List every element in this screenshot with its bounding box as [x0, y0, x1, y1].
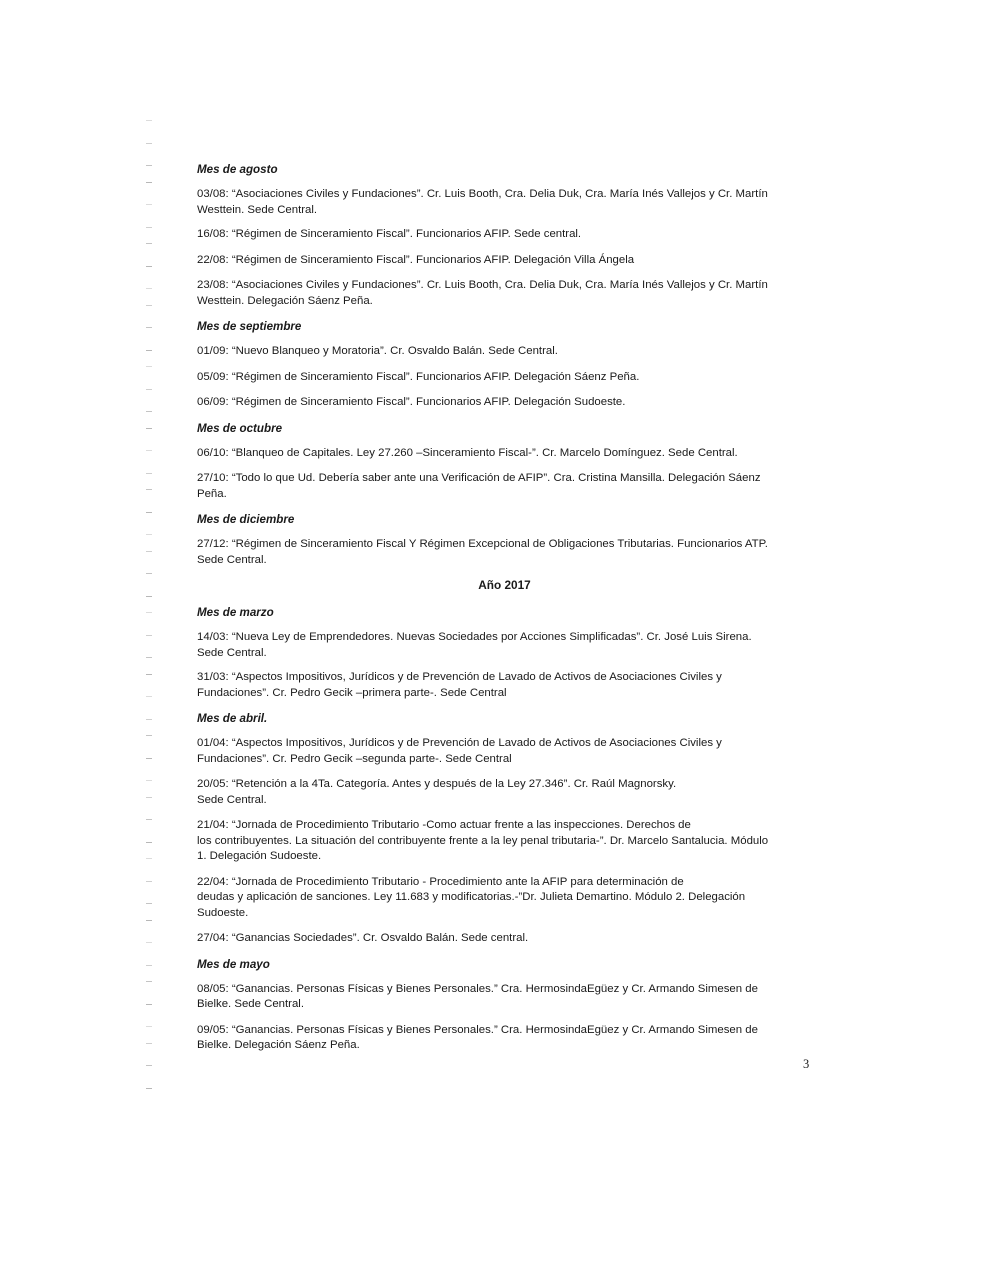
margin-tick	[146, 758, 152, 759]
margin-tick	[146, 288, 152, 289]
margin-tick	[146, 428, 152, 429]
entry: 01/09: “Nuevo Blanqueo y Moratoria”. Cr. Osvaldo Balán. Sede Central.	[197, 345, 558, 357]
entry: 23/08: “Asociaciones Civiles y Fundaciones”. Cr. Luis Booth, Cra. Delia Duk, Cra. María Inés Vallejos y Cr. Martín Westtein. Delegación Sáenz Peña.	[197, 279, 768, 307]
entry: 14/03: “Nueva Ley de Emprendedores. Nuevas Sociedades por Acciones Simplificadas”. Cr. José Luis Sirena. Sede Central.	[197, 631, 752, 659]
margin-tick	[146, 1065, 152, 1066]
entry: 27/12: “Régimen de Sinceramiento Fiscal Y Régimen Excepcional de Obligaciones Tributarias. Funcionarios ATP. Sede Central.	[197, 538, 768, 566]
margin-tick	[146, 182, 152, 183]
margin-tick	[146, 389, 152, 390]
entry: 06/09: “Régimen de Sinceramiento Fiscal”. Funcionarios AFIP. Delegación Sudoeste.	[197, 396, 626, 408]
section-septiembre	[197, 319, 812, 411]
margin-tick	[146, 965, 152, 966]
margin-tick	[146, 1004, 152, 1005]
margin-tick	[146, 903, 152, 904]
entry: 22/04: “Jornada de Procedimiento Tributario - Procedimiento ante la AFIP para determinación de deudas y aplicación de sanciones. Ley 11.683 y modificatorias.-”Dr. Julieta Demartino. Módulo 2. Delegación Sudoeste.	[197, 875, 746, 919]
entry: 03/08: “Asociaciones Civiles y Fundaciones”. Cr. Luis Booth, Cra. Delia Duk, Cra. María Inés Vallejos y Cr. Martín Westtein. Sede Central.	[197, 188, 768, 216]
margin-tick	[146, 1026, 152, 1027]
margin-tick	[146, 473, 152, 474]
month-heading: Mes de marzo	[197, 606, 274, 619]
margin-tick	[146, 819, 152, 820]
entry: 21/04: “Jornada de Procedimiento Tributario -Como actuar frente a las inspecciones. Derechos de los contribuyentes. La situación del contribuyente frente a la ley penal tributaria-”. Dr. Marcelo Santalucia. Módulo 1. Delegación Sudoeste.	[197, 819, 769, 862]
month-heading: Mes de mayo	[197, 957, 270, 971]
margin-tick	[146, 942, 152, 943]
document-page	[197, 162, 812, 1054]
margin-tick	[146, 512, 152, 513]
margin-tick	[146, 204, 152, 205]
margin-tick	[146, 227, 152, 228]
margin-tick	[146, 1088, 152, 1089]
entry: 22/08: “Régimen de Sinceramiento Fiscal”. Funcionarios AFIP. Delegación Villa Ángela	[197, 253, 635, 266]
margin-tick	[146, 551, 152, 552]
entry: 27/04: “Ganancias Sociedades”. Cr. Osvaldo Balán. Sede central.	[197, 932, 529, 944]
margin-tick	[146, 534, 152, 535]
margin-tick	[146, 881, 152, 882]
entry: 05/09: “Régimen de Sinceramiento Fiscal”. Funcionarios AFIP. Delegación Sáenz Peña.	[197, 370, 640, 383]
section-mayo	[197, 957, 812, 1054]
page-number: 3	[803, 1057, 810, 1071]
margin-tick	[146, 981, 152, 982]
entry: 27/10: “Todo lo que Ud. Debería saber ante una Verificación de AFIP”. Cra. Cristina Mansilla. Delegación Sáenz Peña.	[197, 472, 761, 500]
margin-tick	[146, 266, 152, 267]
binding-margin-marks	[144, 120, 156, 1130]
margin-tick	[146, 243, 152, 244]
margin-tick	[146, 143, 152, 144]
margin-tick	[146, 696, 152, 697]
margin-tick	[146, 1043, 152, 1044]
margin-tick	[146, 305, 152, 306]
month-heading: Mes de septiembre	[197, 320, 302, 333]
entry: 09/05: “Ganancias. Personas Físicas y Bienes Personales.” Cra. HermosindaEgüez y Cr. Armando Simesen de Bielke. Delegación Sáenz Peña.	[197, 1023, 758, 1051]
margin-tick	[146, 780, 152, 781]
section-marzo	[197, 605, 812, 701]
margin-tick	[146, 635, 152, 636]
section-octubre	[197, 421, 812, 503]
month-heading: Mes de abril.	[197, 712, 268, 725]
margin-tick	[146, 120, 152, 121]
margin-tick	[146, 366, 152, 367]
margin-tick	[146, 411, 152, 412]
section-abril	[197, 711, 812, 947]
margin-tick	[146, 719, 152, 720]
margin-tick	[146, 657, 152, 658]
margin-tick	[146, 573, 152, 574]
month-heading: Mes de agosto	[197, 163, 278, 176]
entry: 16/08: “Régimen de Sinceramiento Fiscal”. Funcionarios AFIP. Sede central.	[197, 228, 582, 240]
entry: 06/10: “Blanqueo de Capitales. Ley 27.260 –Sinceramiento Fiscal-”. Cr. Marcelo Domínguez. Sede Central.	[197, 446, 738, 459]
margin-tick	[146, 450, 152, 451]
entry: 31/03: “Aspectos Impositivos, Jurídicos y de Prevención de Lavado de Activos de Asociaciones Civiles y Fundaciones”. Cr. Pedro Gecik –primera parte-. Sede Central	[197, 671, 722, 699]
margin-tick	[146, 165, 152, 166]
section-agosto	[197, 162, 812, 309]
margin-tick	[146, 920, 152, 921]
month-heading: Mes de octubre	[197, 421, 283, 435]
margin-tick	[146, 327, 152, 328]
section-diciembre	[197, 512, 812, 568]
margin-tick	[146, 858, 152, 859]
margin-tick	[146, 735, 152, 736]
entry: 20/05: “Retención a la 4Ta. Categoría. Antes y después de la Ley 27.346”. Cr. Raúl Magnorsky. Sede Central.	[197, 778, 677, 806]
year-heading: Año 2017	[478, 578, 531, 592]
margin-tick	[146, 489, 152, 490]
margin-tick	[146, 596, 152, 597]
margin-tick	[146, 842, 152, 843]
entry: 01/04: “Aspectos Impositivos, Jurídicos y de Prevención de Lavado de Activos de Asociaciones Civiles y Fundaciones”. Cr. Pedro Gecik –segunda parte-. Sede Central	[197, 737, 722, 765]
entry: 08/05: “Ganancias. Personas Físicas y Bienes Personales.” Cra. HermosindaEgüez y Cr. Armando Simesen de Bielke. Sede Central.	[197, 982, 758, 1010]
margin-tick	[146, 350, 152, 351]
margin-tick	[146, 674, 152, 675]
margin-tick	[146, 612, 152, 613]
margin-tick	[146, 797, 152, 798]
month-heading: Mes de diciembre	[197, 513, 295, 526]
